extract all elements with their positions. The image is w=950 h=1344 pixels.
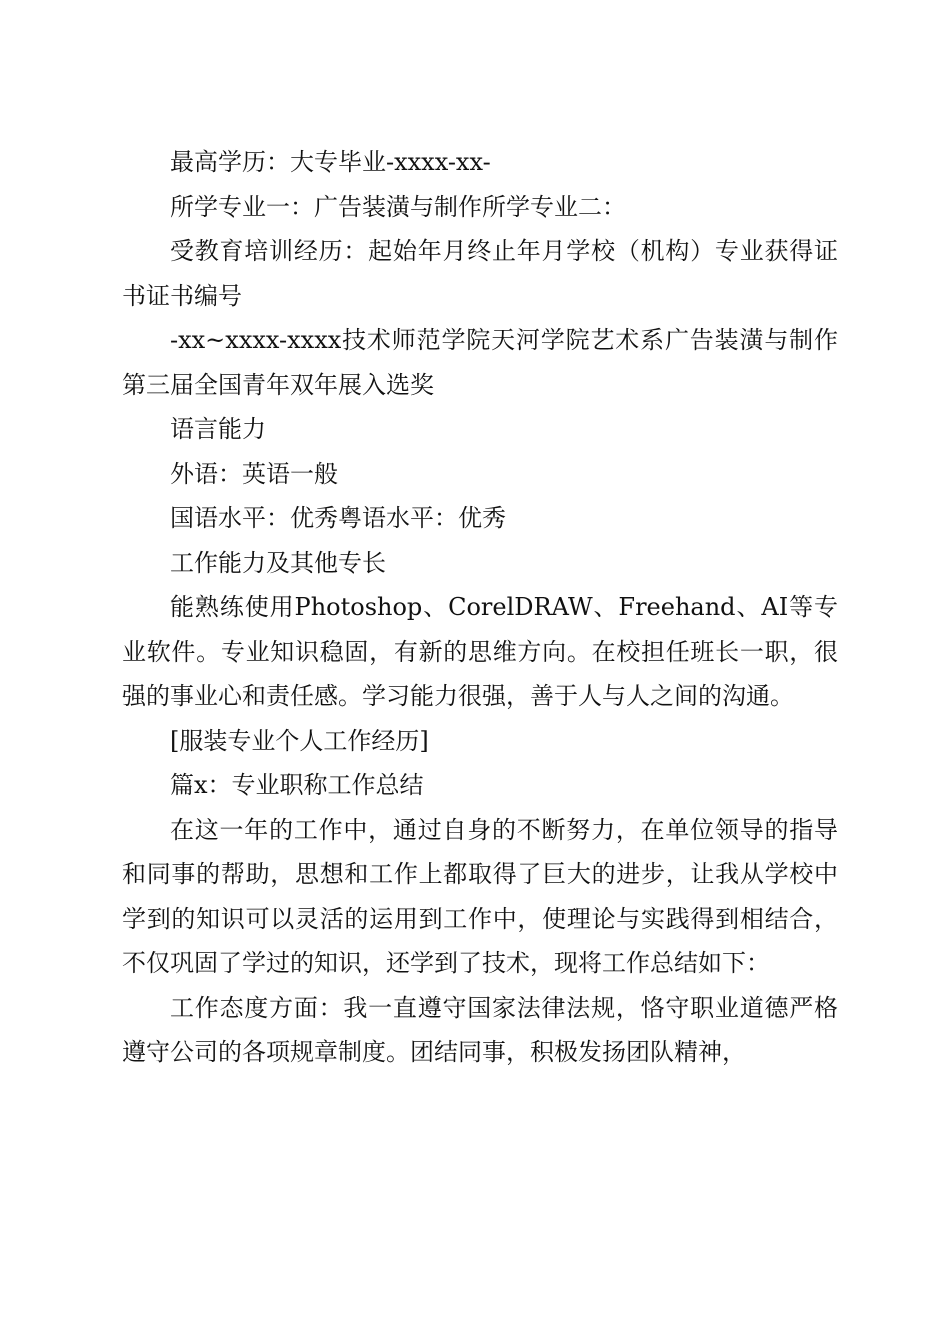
paragraph-foreign-language: 外语：英语一般 [170,459,338,488]
paragraph-mandarin-cantonese: 国语水平：优秀粤语水平：优秀 [170,504,506,532]
paragraph-education-history: 受教育培训经历：起始年月终止年月学校（机构）专业获得证书证书编号 [122,237,838,310]
paragraph-language-heading: 语言能力 [170,415,266,443]
paragraph-section-title: [服装专业个人工作经历] [170,726,429,755]
paragraph-highest-education: 最高学历：大专毕业-xxxx-xx- [170,148,491,176]
paragraph-work-attitude: 工作态度方面：我一直遵守国家法律法规，恪守职业道德严格遵守公司的各项规章制度。团结同事，积极发扬团队精神， [122,993,838,1066]
paragraph-summary-intro: 在这一年的工作中，通过自身的不断努力，在单位领导的指导和同事的帮助，思想和工作上都取得了巨大的进步，让我从学校中学到的知识可以灵活的运用到工作中，使理论与实践得到相结合，不仅巩固了学过的知识，还学到了技术，现将工作总结如下： [122,815,838,977]
paragraph-education-entry: -xx~xxxx-xxxx技术师范学院天河学院艺术系广告装潢与制作第三届全国青年双年展入选奖 [122,326,838,399]
document-body [122,140,838,1075]
paragraph-skills-heading: 工作能力及其他专长 [170,548,386,577]
paragraph-major: 所学专业一：广告装潢与制作所学专业二： [170,192,626,221]
paragraph-skills: 能熟练使用Photoshop、CorelDRAW、Freehand、AI等专业软件。专业知识稳固，有新的思维方向。在校担任班长一职，很强的事业心和责任感。学习能力很强，善于人与人之间的沟通。 [122,593,838,710]
paragraph-article-title: 篇x：专业职称工作总结 [170,771,424,799]
